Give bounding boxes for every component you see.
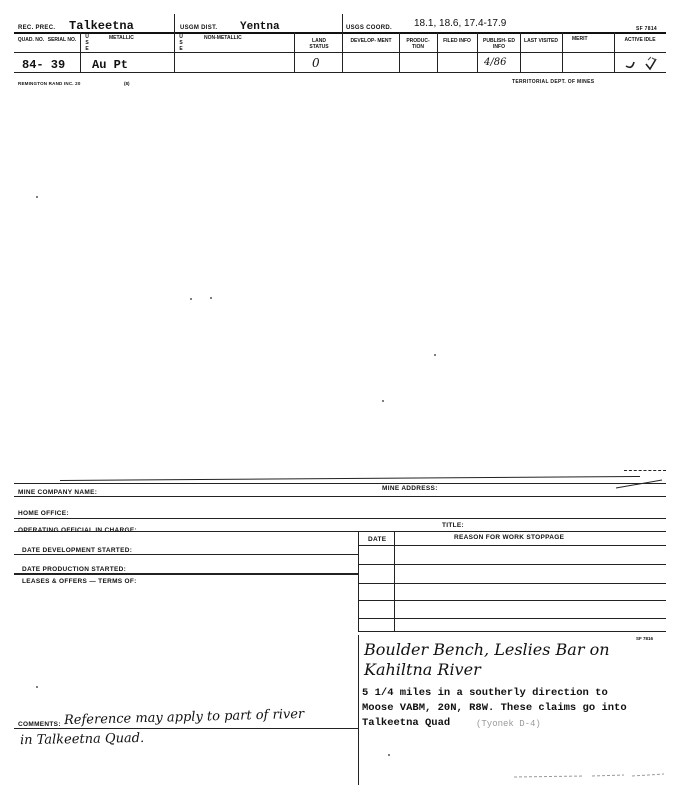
form-rule-1	[14, 496, 666, 497]
col-quad-header: QUAD. NO.	[17, 37, 45, 43]
scribble-line	[614, 478, 666, 490]
date-prod-started-label: DATE PRODUCTION STARTED:	[22, 566, 127, 573]
vrule-e	[399, 32, 400, 72]
col-land-status-header: LAND STATUS	[309, 38, 329, 50]
reason-rule-6	[358, 631, 666, 632]
location-hand-line-1: Boulder Bench, Leslies Bar on	[364, 640, 610, 659]
location-typed-faded: (Tyonek D-4)	[476, 719, 541, 729]
date-dev-started-label: DATE DEVELOPMENT STARTED:	[22, 547, 133, 554]
speck-7	[388, 754, 390, 756]
row-metallic: Au Pt	[92, 58, 129, 72]
form-rule-6	[14, 574, 358, 575]
reason-table-top	[358, 531, 666, 532]
vrule-f	[437, 32, 438, 72]
usgm-dist-label: USGM DIST.	[180, 25, 218, 31]
location-typed-line-2: Moose VABM, 20N, R8W. These claims go into	[362, 702, 627, 714]
col-merit-header: MERIT	[572, 36, 588, 42]
speck-4	[434, 354, 436, 356]
printer-code: (8)	[124, 81, 130, 86]
mine-company-name-label: MINE COMPANY NAME:	[18, 489, 98, 496]
location-card-left	[358, 635, 359, 785]
vrule-b	[174, 14, 175, 72]
col-nonmetallic-header: NON-METALLIC	[204, 35, 242, 41]
speck-5	[382, 400, 384, 402]
row-land-status: 0	[312, 56, 320, 70]
rule-top-3	[14, 72, 666, 73]
speck-2	[190, 298, 192, 300]
col-published-info-header: PUBLISH- ED INFO	[483, 38, 515, 50]
reason-rule-4	[358, 600, 666, 601]
vrule-i	[562, 32, 563, 72]
mine-address-label: MINE ADDRESS:	[382, 485, 438, 492]
location-typed-line-1: 5 1/4 miles in a southerly direction to	[362, 687, 608, 699]
usgm-dist-value: Yentna	[240, 21, 280, 33]
location-card-form-number: SF 7816	[636, 636, 654, 641]
title-label: TITLE:	[442, 522, 465, 529]
reason-rule-3	[358, 583, 666, 584]
faded-bottom-scribble	[514, 772, 664, 780]
rec-prec-value: Talkeetna	[69, 19, 134, 33]
vrule-a	[80, 32, 81, 72]
vrule-d	[342, 14, 343, 72]
location-hand-line-2: Kahiltna River	[364, 660, 481, 679]
row-published-info: 4/86	[484, 57, 507, 68]
top-record-card	[14, 14, 666, 94]
speck-1	[36, 196, 38, 198]
rule-top-2	[14, 52, 666, 53]
row-quad-serial: 84- 39	[22, 58, 66, 72]
vrule-h	[520, 32, 521, 72]
form-number-top: SF 7814	[636, 26, 658, 32]
reason-rule-5	[358, 618, 666, 619]
vrule-c	[294, 32, 295, 72]
active-idle-check-mark	[622, 54, 662, 72]
form-rule-4	[14, 554, 358, 555]
comments-rule	[14, 728, 358, 729]
reason-rule-1	[358, 545, 666, 546]
comments-line-2: in Talkeetna Quad.	[19, 730, 145, 749]
usgs-coord-value: 18.1, 18.6, 17.4-17.9	[414, 18, 507, 29]
col-active-idle-header: ACTIVE IDLE	[624, 37, 656, 43]
reason-table-mid	[394, 531, 395, 631]
col-nonmetallic-code: U S E	[179, 34, 183, 52]
col-metallic-header: METALLIC	[109, 35, 134, 41]
comments-label: COMMENTS:	[18, 721, 61, 728]
speck-3	[210, 297, 212, 299]
usgs-coord-label: USGS COORD.	[346, 25, 392, 31]
vrule-j	[614, 32, 615, 72]
date-col-header: DATE	[368, 536, 387, 543]
col-metallic-code: U S E	[85, 34, 89, 52]
comments-line-1: Reference may apply to part of river	[63, 706, 305, 729]
col-filed-info-header: FILED INFO	[443, 38, 471, 44]
operating-official-label: OPERATING OFFICIAL IN CHARGE:	[18, 527, 137, 534]
printer-line: REMINGTON RAND INC. 20	[18, 81, 81, 86]
form-rule-top-right	[624, 470, 666, 471]
rule-top-1	[14, 32, 666, 34]
form-rule-2	[14, 518, 666, 519]
col-last-visited-header: LAST VISITED	[524, 38, 558, 44]
col-development-header: DEVELOP- MENT	[350, 38, 392, 44]
mine-form	[14, 470, 666, 800]
dept-line: TERRITORIAL DEPT. OF MINES	[512, 79, 595, 85]
vrule-g	[477, 32, 478, 72]
location-typed-line-3: Talkeetna Quad	[362, 717, 451, 729]
reason-table-left	[358, 531, 359, 631]
rec-prec-label: REC. PREC.	[18, 25, 56, 31]
leases-label: LEASES & OFFERS — TERMS OF:	[22, 578, 137, 585]
home-office-label: HOME OFFICE:	[18, 510, 69, 517]
col-serial-header: SERIAL NO.	[47, 37, 77, 43]
reason-col-header: REASON FOR WORK STOPPAGE	[454, 534, 565, 541]
reason-rule-2	[358, 564, 666, 565]
form-rule-top-2	[14, 483, 666, 484]
form-rule-top	[60, 476, 640, 481]
col-production-header: PRODUC- TION	[406, 38, 430, 50]
